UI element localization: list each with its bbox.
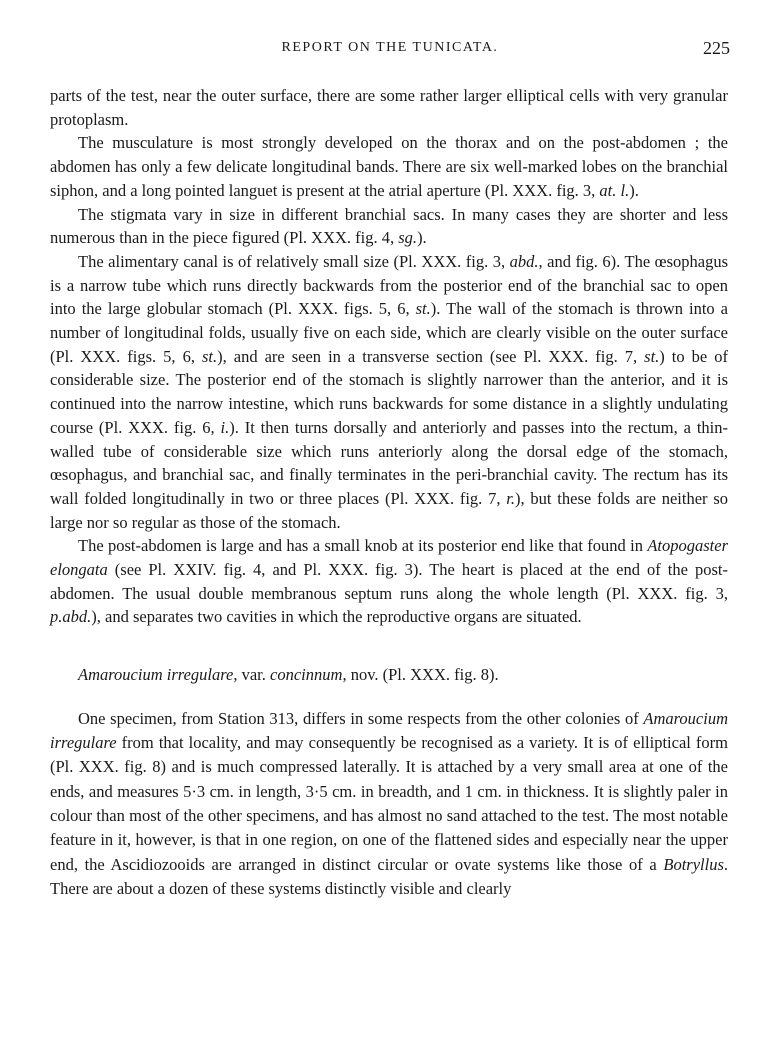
paragraph: The post-abdomen is large and has a small knob at its posterior end like that found in Atopogaster elongata (see Pl. XXIV. fig. 4, and Pl. XXX. fig. 3). The heart is placed at the end of the post-abdomen. The usual double membranous septum runs along the whole length (Pl. XXX. fig. 3, p.abd.), and separates two cavities in which the reproductive organs are situated. <box>50 536 728 627</box>
paragraph: parts of the test, near the outer surface, there are some rather larger elliptical cells with very granular protoplasm. <box>50 86 728 129</box>
paragraph: The alimentary canal is of relatively small size (Pl. XXX. fig. 3, abd., and fig. 6). The œsophagus is a narrow tube which runs directly backwards from the posterior end of the branchial sac to open into the large globular stomach (Pl. XXX. figs. 5, 6, st.). The wall of the stomach is thrown into a number of longitudinal folds, usually five on each side, which are clearly visible on the outer surface (Pl. XXX. figs. 5, 6, st.), and are seen in a transverse section (see Pl. XXX. fig. 7, st.) to be of considerable size. The posterior end of the stomach is slightly narrower than the anterior, and it is continued into the narrow intestine, which runs backwards for some distance in a slightly undulating course (Pl. XXX. fig. 6, i.). It then turns dorsally and anteriorly and passes into the rectum, a thin-walled tube of considerable size which runs anteriorly along the dorsal edge of the stomach, œsophagus, and branchial sac, and finally terminates in the peri-branchial cavity. The rectum has its wall folded longitudinally in two or three places (Pl. XXX. fig. 7, r.), but these folds are neither so large nor so regular as those of the stomach. <box>50 251 729 532</box>
paragraph: The musculature is most strongly developed on the thorax and on the post-abdomen ; the abdomen has only a few delicate longitudinal bands. There are six well-marked lobes on the branchial siphon, and a long pointed languet is present at the atrial aperture (Pl. XXX. fig. 3, at. l.). <box>50 133 728 200</box>
body-text <box>50 84 728 901</box>
page-number: 225 <box>703 38 730 58</box>
header-title: REPORT ON THE TUNICATA. <box>281 40 499 55</box>
running-header <box>50 40 730 66</box>
section-heading: Amaroucium irregulare, var. concinnum, nov. (Pl. XXX. fig. 8). <box>78 665 499 685</box>
paragraph: The stigmata vary in size in different branchial sacs. In many cases they are shorter and less numerous than in the piece figured (Pl. XXX. fig. 4, sg.). <box>50 204 728 248</box>
paragraph: One specimen, from Station 313, differs in some respects from the other colonies of Amaroucium irregulare from that locality, and may consequently be recognised as a variety. It is of elliptical form (Pl. XXX. fig. 8) and is much compressed laterally. It is attached by a very small area at one of the ends, and measures 5·3 cm. in length, 3·5 cm. in breadth, and 1 cm. in thickness. It is slightly paler in colour than most of the other specimens, and has almost no sand attached to the test. The most notable feature in it, however, is that in one region, on one of the flattened sides and especially near the upper end, the Ascidiozooids are arranged in distinct circular or ovate systems like those of a Botryllus. There are about a dozen of these systems distinctly visible and clearly <box>50 708 728 898</box>
